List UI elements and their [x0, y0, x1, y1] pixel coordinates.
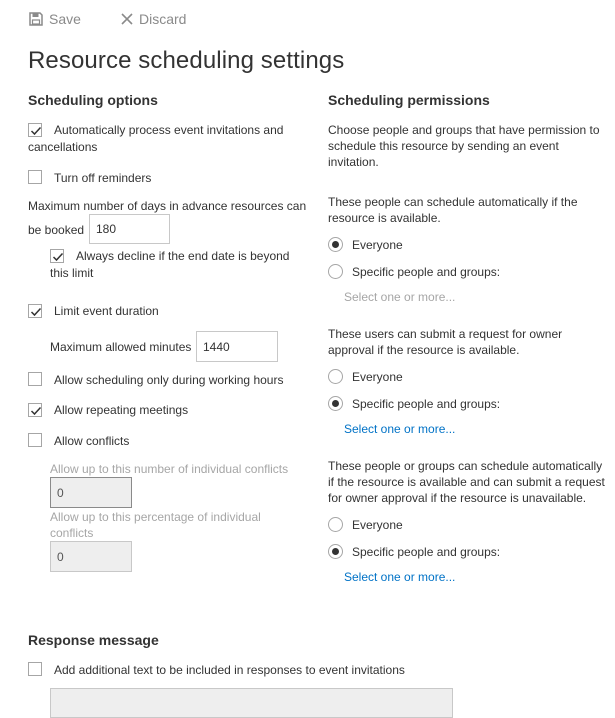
scheduling-options-heading: Scheduling options [28, 92, 158, 108]
group1-everyone-label: Everyone [352, 238, 403, 252]
group1-everyone-radio[interactable] [328, 237, 343, 252]
max-minutes-label: Maximum allowed minutes [50, 340, 192, 354]
group3-description-cont2: for owner approval if the resource is unavailable. [328, 491, 587, 505]
conflict-number-input[interactable]: 0 [50, 477, 132, 508]
group2-specific-label: Specific people and groups: [352, 397, 501, 411]
response-message-heading: Response message [28, 632, 159, 648]
limit-duration-label: Limit event duration [54, 304, 159, 318]
always-decline-checkbox[interactable] [50, 249, 64, 263]
group3-description-cont: if the resource is available and can submit a request [328, 475, 605, 489]
group3-select-link[interactable]: Select one or more... [344, 570, 456, 584]
turn-off-reminders-label: Turn off reminders [54, 171, 152, 185]
conflict-percentage-input[interactable]: 0 [50, 541, 132, 572]
permissions-intro-cont: schedule this resource by sending an event [328, 139, 559, 153]
group3-description: These people or groups can schedule automatically [328, 459, 603, 473]
group1-specific-radio[interactable] [328, 264, 343, 279]
working-hours-label: Allow scheduling only during working hours [54, 373, 284, 387]
group3-everyone-label: Everyone [352, 518, 403, 532]
group3-everyone-radio[interactable] [328, 517, 343, 532]
always-decline-label-cont: this limit [50, 266, 94, 280]
group1-specific-label: Specific people and groups: [352, 265, 501, 279]
save-button[interactable] [29, 11, 81, 27]
checkmark-icon [29, 124, 43, 138]
max-minutes-input[interactable]: 1440 [196, 331, 278, 362]
group1-description: These people can schedule automatically if the [328, 195, 578, 209]
auto-process-label-cont: cancellations [28, 140, 98, 154]
limit-duration-checkbox[interactable] [28, 304, 42, 318]
checkmark-icon [29, 305, 43, 319]
max-days-label: Maximum number of days in advance resources can [28, 199, 307, 213]
save-icon [29, 12, 43, 26]
group2-description-cont: approval if the resource is available. [328, 343, 520, 357]
group3-specific-radio[interactable] [328, 544, 343, 559]
repeating-checkbox[interactable] [28, 403, 42, 417]
repeating-label: Allow repeating meetings [54, 403, 189, 417]
response-message-textarea[interactable] [50, 688, 453, 718]
group2-everyone-radio[interactable] [328, 369, 343, 384]
group2-select-link[interactable]: Select one or more... [344, 422, 456, 436]
turn-off-reminders-checkbox[interactable] [28, 170, 42, 184]
checkmark-icon [29, 404, 43, 418]
group2-description: These users can submit a request for owner [328, 327, 563, 341]
permissions-intro: Choose people and groups that have permission to [328, 123, 600, 137]
conflicts-checkbox[interactable] [28, 433, 42, 447]
group2-everyone-label: Everyone [352, 370, 403, 384]
always-decline-label: Always decline if the end date is beyond [76, 249, 290, 263]
save-label: Save [49, 11, 81, 27]
add-text-label: Add additional text to be included in responses to event invitations [54, 663, 405, 677]
working-hours-checkbox[interactable] [28, 372, 42, 386]
conflict-percentage-label-cont: conflicts [50, 526, 94, 540]
page-title: Resource scheduling settings [28, 47, 345, 74]
group3-specific-label: Specific people and groups: [352, 545, 501, 559]
conflict-number-label: Allow up to this number of individual conflicts [50, 462, 289, 476]
auto-process-checkbox[interactable] [28, 123, 42, 137]
scheduling-permissions-heading: Scheduling permissions [328, 92, 490, 108]
group2-specific-radio[interactable] [328, 396, 343, 411]
add-text-checkbox[interactable] [28, 662, 42, 676]
group1-select-link: Select one or more... [344, 290, 456, 304]
checkmark-icon [51, 250, 65, 264]
max-days-label-cont: be booked [28, 223, 85, 237]
group1-description-cont: resource is available. [328, 211, 441, 225]
conflicts-label: Allow conflicts [54, 434, 130, 448]
discard-label: Discard [139, 11, 187, 27]
max-days-input[interactable]: 180 [89, 214, 170, 244]
conflict-percentage-label: Allow up to this percentage of individual [50, 510, 261, 524]
auto-process-label: Automatically process event invitations and [54, 123, 284, 137]
permissions-intro-cont2: invitation. [328, 155, 379, 169]
close-icon [121, 13, 133, 25]
discard-button[interactable] [121, 11, 186, 27]
